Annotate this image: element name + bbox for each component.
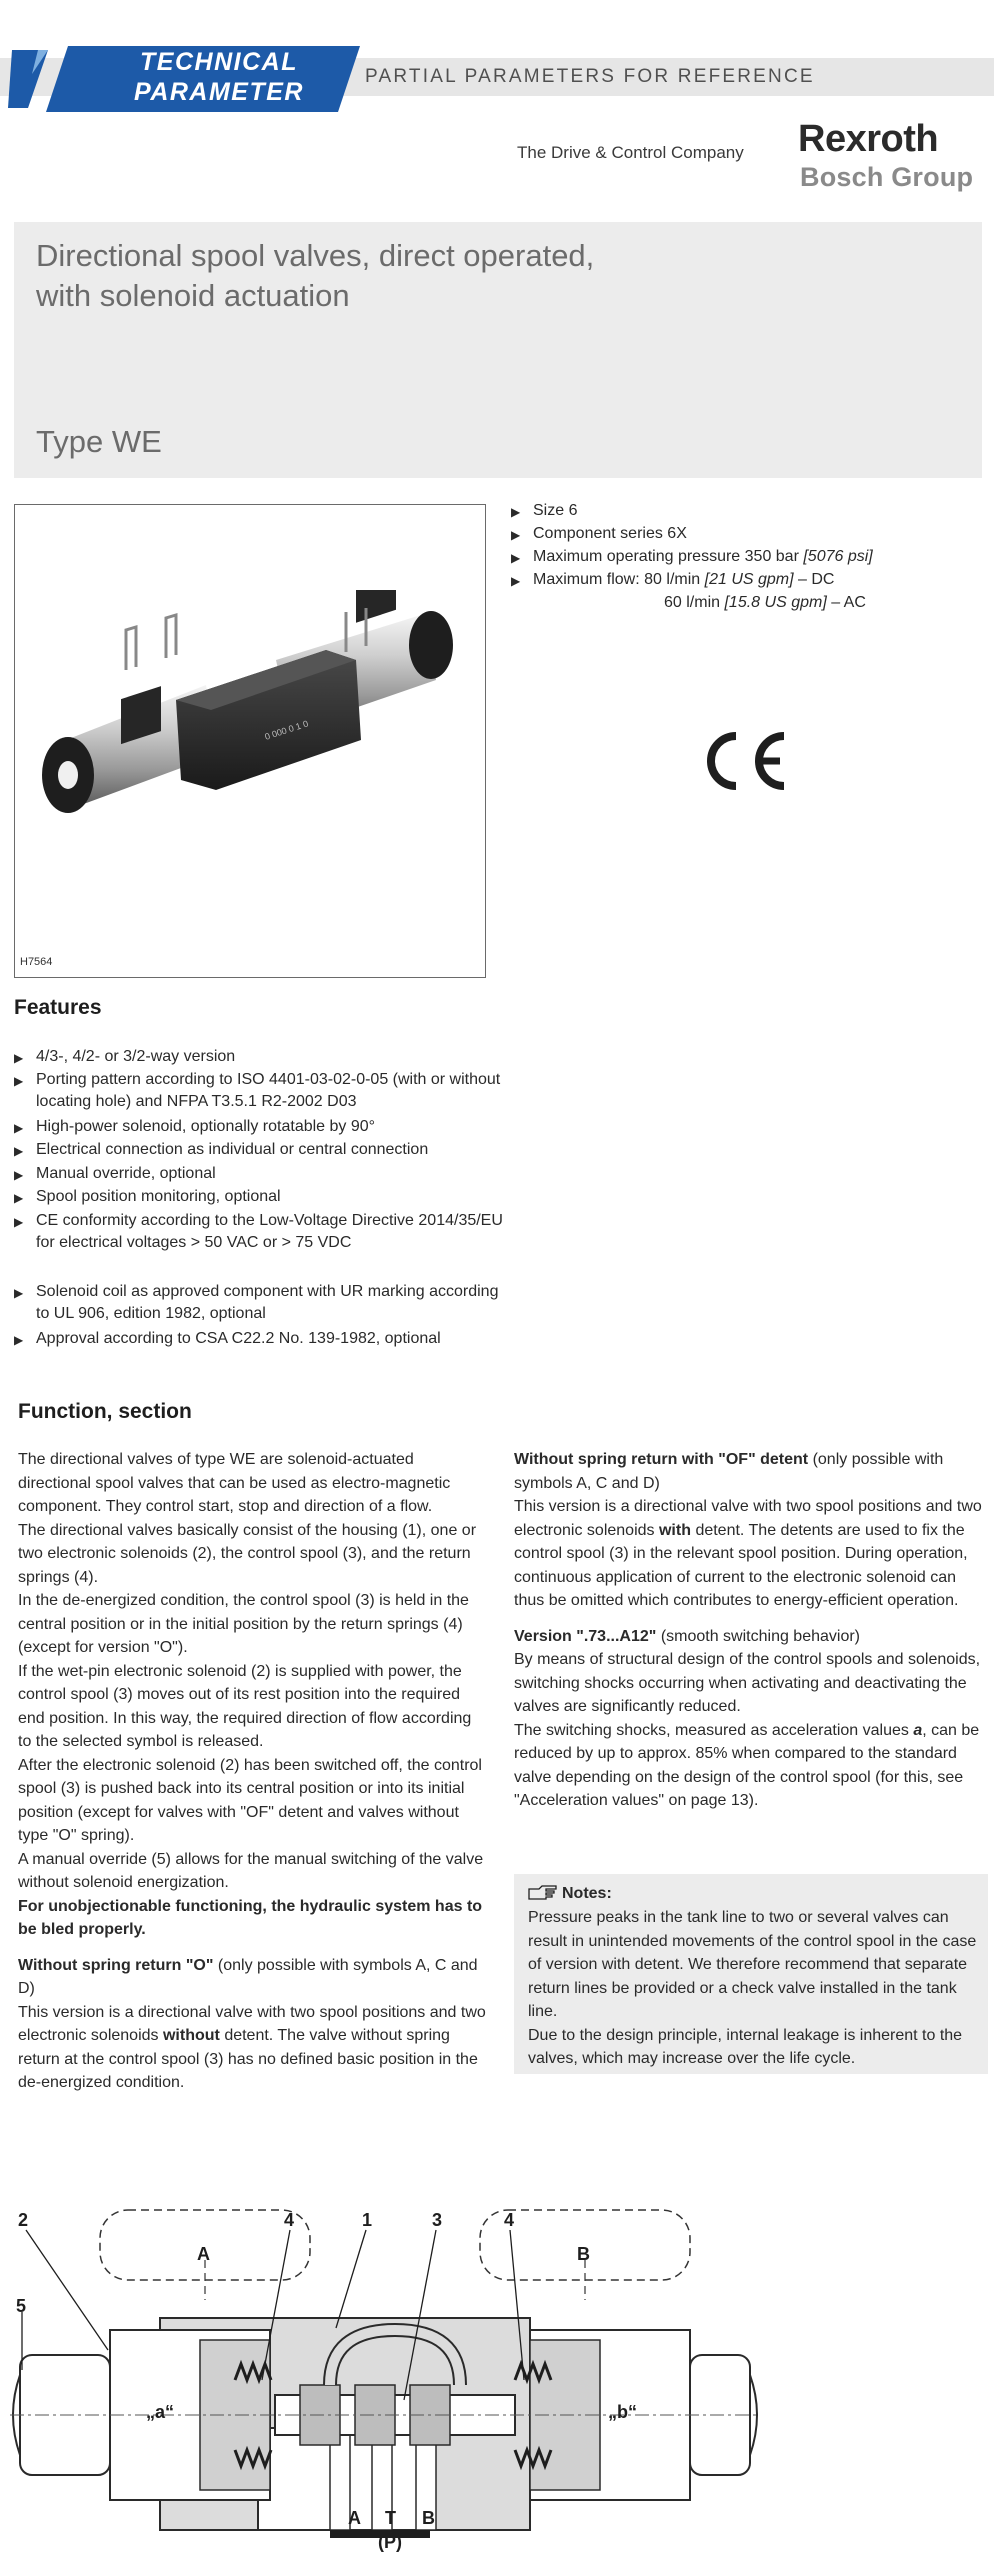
version-of-text-b: with (658, 1521, 691, 1539)
spec-flow-ac-suffix: – AC (831, 594, 866, 611)
version-73-text-c: , can be reduced by up to approx. 85% when compared to the standard valve depending on the design of the control spool (for this, see "Acceleration values" on page 13). (514, 1721, 980, 1809)
feature-item: ▶ High-power solenoid, optionally rotatable by 90° (36, 1116, 506, 1138)
function-paragraph: After the electronic solenoid (2) has been switched off, the control spool (3) is pushed back into its central position or into its initial position (except for valves with "OF" detent and valves without type "O" spring). (18, 1756, 482, 1844)
feature-item: ▶ CE conformity according to the Low-Voltage Directive 2014/35/EU for electrical voltages > 50 VAC or > 75 VDC (36, 1210, 506, 1254)
diagram-label-position-a: „a“ (146, 2402, 175, 2422)
diagram-label-position-b: „b“ (608, 2402, 637, 2422)
version-of-block (514, 1448, 990, 1495)
svg-text:0 000 0 1 0: 0 000 0 1 0 (263, 718, 310, 742)
notes-text (528, 1906, 982, 2071)
version-of-note: (only possible with symbols A, C and D) (514, 1451, 944, 1492)
banner-badge-line1: TECHNICAL (140, 48, 298, 76)
document-title-line1: Directional spool valves, direct operated, (36, 238, 595, 273)
valve-section-diagram (0, 2200, 994, 2560)
version-o-title: Without spring return "O" (18, 1956, 214, 1974)
type-label: Type WE (36, 424, 162, 459)
function-paragraph: By means of structural design of the control spools and solenoids, switching shocks occurring when activating and deactivating the valves are significantly reduced. (514, 1651, 981, 1715)
feature-item: ▶ Porting pattern according to ISO 4401-03-02-0-05 (with or without locating hole) and NFPA T3.5.1 R2-2002 D03 (36, 1069, 506, 1113)
function-left-column (18, 1448, 488, 2095)
version-73-note: (smooth switching behavior) (660, 1627, 861, 1645)
version-o-text-b: without (162, 2027, 220, 2044)
diagram-label-port-p: (P) (378, 2532, 402, 2552)
function-paragraph: If the wet-pin electronic solenoid (2) is supplied with power, the control spool (3) moves out of its rest position into the required end position. In this way, the required direction of flow according to the selected symbol is released. (18, 1662, 472, 1750)
valve-product-illustration (26, 590, 472, 850)
diagram-label-solenoid: 2 (18, 2210, 29, 2230)
diagram-label-solenoid-a: A (197, 2244, 210, 2264)
diagram-label-spring-left: 4 (284, 2210, 295, 2230)
spec-flow-ac-us: [15.8 US gpm] (724, 594, 827, 611)
brand-tagline: The Drive & Control Company (517, 143, 744, 162)
function-paragraph: The directional valves of type WE are solenoid-actuated directional spool valves that can be used as electro-magnetic component. They control start, stop and direction of a flow. (18, 1451, 451, 1515)
spec-flow-dc-metric: 80 l/min (644, 571, 701, 588)
notes-title: Notes: (562, 1885, 612, 1902)
feature-item: ▶ 4/3-, 4/2- or 3/2-way version (36, 1046, 506, 1068)
function-right-column (514, 1448, 990, 1813)
pointing-hand-icon (528, 1884, 558, 1900)
spec-flow-dc-us: [21 US gpm] (704, 571, 794, 588)
version-o-text (18, 2001, 488, 2095)
ce-mark-icon (700, 728, 790, 794)
diagram-label-housing: 1 (362, 2210, 373, 2230)
version-o-text-a: This version is a directional valve with two spool positions and two electronic solenoids (18, 2003, 486, 2044)
notes-heading (528, 1884, 612, 1903)
features-heading: Features (14, 996, 102, 1019)
version-73-title: Version ".73...A12" (514, 1627, 657, 1645)
function-paragraph: A manual override (5) allows for the manual switching of the valve without solenoid energization. (18, 1850, 484, 1891)
version-of-text (514, 1495, 990, 1613)
function-paragraph: In the de-energized condition, the control spool (3) is held in the central position or in the initial position by the return springs (4) (except for version "O"). (18, 1592, 469, 1656)
diagram-label-port-t: T (385, 2508, 396, 2528)
banner-badge-line2: PARAMETER (134, 78, 304, 106)
spec-pressure-us: [5076 psi] (803, 548, 873, 565)
feature-item: ▶ Manual override, optional (36, 1163, 506, 1185)
spec-flow-label: Maximum flow: (533, 571, 640, 588)
version-o-text-c: detent. The valve without spring return at the control spool (3) has no defined basic position in the de-energized condition. (18, 2027, 478, 2091)
function-bleed-warning: For unobjectionable functioning, the hydraulic system has to be bled properly. (18, 1897, 483, 1938)
function-paragraph: The directional valves basically consist of the housing (1), one or two electronic solenoids (2), the control spool (3), and the return springs (4). (18, 1521, 477, 1586)
notes-paragraph: Due to the design principle, internal leakage is inherent to the valves, which may increase over the life cycle. (528, 2026, 963, 2067)
version-73-text (514, 1719, 990, 1813)
notes-paragraph: Pressure peaks in the tank line to two or several valves can result in unintended movements of the control spool in the case of version with detent. We therefore recommend that separate return lines be provided or a check valve installed in the tank line. (528, 1909, 977, 2020)
spec-pressure-metric: Maximum operating pressure 350 bar (533, 548, 799, 565)
feature-item: ▶ Electrical connection as individual or central connection (36, 1139, 506, 1161)
diagram-label-spring-right: 4 (504, 2210, 515, 2230)
version-of-text-c: detent. The detents are used to fix the control spool (3) in the relevant spool position. During operation, continuous application of current to the electronic solenoid can thus be omitted which contributes to energy-efficient operation. (514, 1521, 968, 1609)
brand-logo-group: Bosch Group (800, 162, 974, 192)
spec-series: ▶ Component series 6X (533, 523, 687, 545)
document-title-line2: with solenoid actuation (36, 278, 350, 313)
spec-flow-ac-metric: 60 l/min (664, 594, 721, 611)
feature-item: ▶ Approval according to CSA C22.2 No. 139-1982, optional (36, 1328, 506, 1350)
version-o-block (18, 1954, 488, 2001)
diagram-label-manual-override: 5 (16, 2296, 27, 2316)
diagram-label-solenoid-b: B (577, 2244, 590, 2264)
version-o-note: (only possible with symbols A, C and D) (18, 1956, 478, 1997)
diagram-label-port-b: B (422, 2508, 435, 2528)
feature-item: ▶ Spool position monitoring, optional (36, 1186, 506, 1208)
product-image-code: H7564 (20, 956, 53, 968)
banner-strip-text: PARTIAL PARAMETERS FOR REFERENCE (365, 66, 815, 87)
version-of-text-a: This version is a directional valve with two spool positions and two electronic solenoids (514, 1498, 982, 1539)
diagram-label-spool: 3 (432, 2210, 443, 2230)
spec-flow-dc (533, 569, 834, 591)
spec-flow-ac (664, 592, 866, 614)
version-73-block (514, 1625, 990, 1649)
function-heading: Function, section (18, 1400, 192, 1423)
feature-item: ▶ Solenoid coil as approved component with UR marking according to UL 906, edition 1982, optional (36, 1281, 506, 1325)
spec-flow-dc-suffix: – DC (798, 571, 835, 588)
spec-pressure (533, 546, 873, 568)
diagram-label-port-a: A (348, 2508, 361, 2528)
version-73-text-a: The switching shocks, measured as acceleration values (514, 1721, 909, 1739)
spec-size: ▶ Size 6 (533, 500, 577, 522)
brand-logo-name: Rexroth (798, 118, 939, 160)
version-of-title: Without spring return with "OF" detent (514, 1451, 809, 1468)
version-73-text-b: a (913, 1721, 923, 1739)
